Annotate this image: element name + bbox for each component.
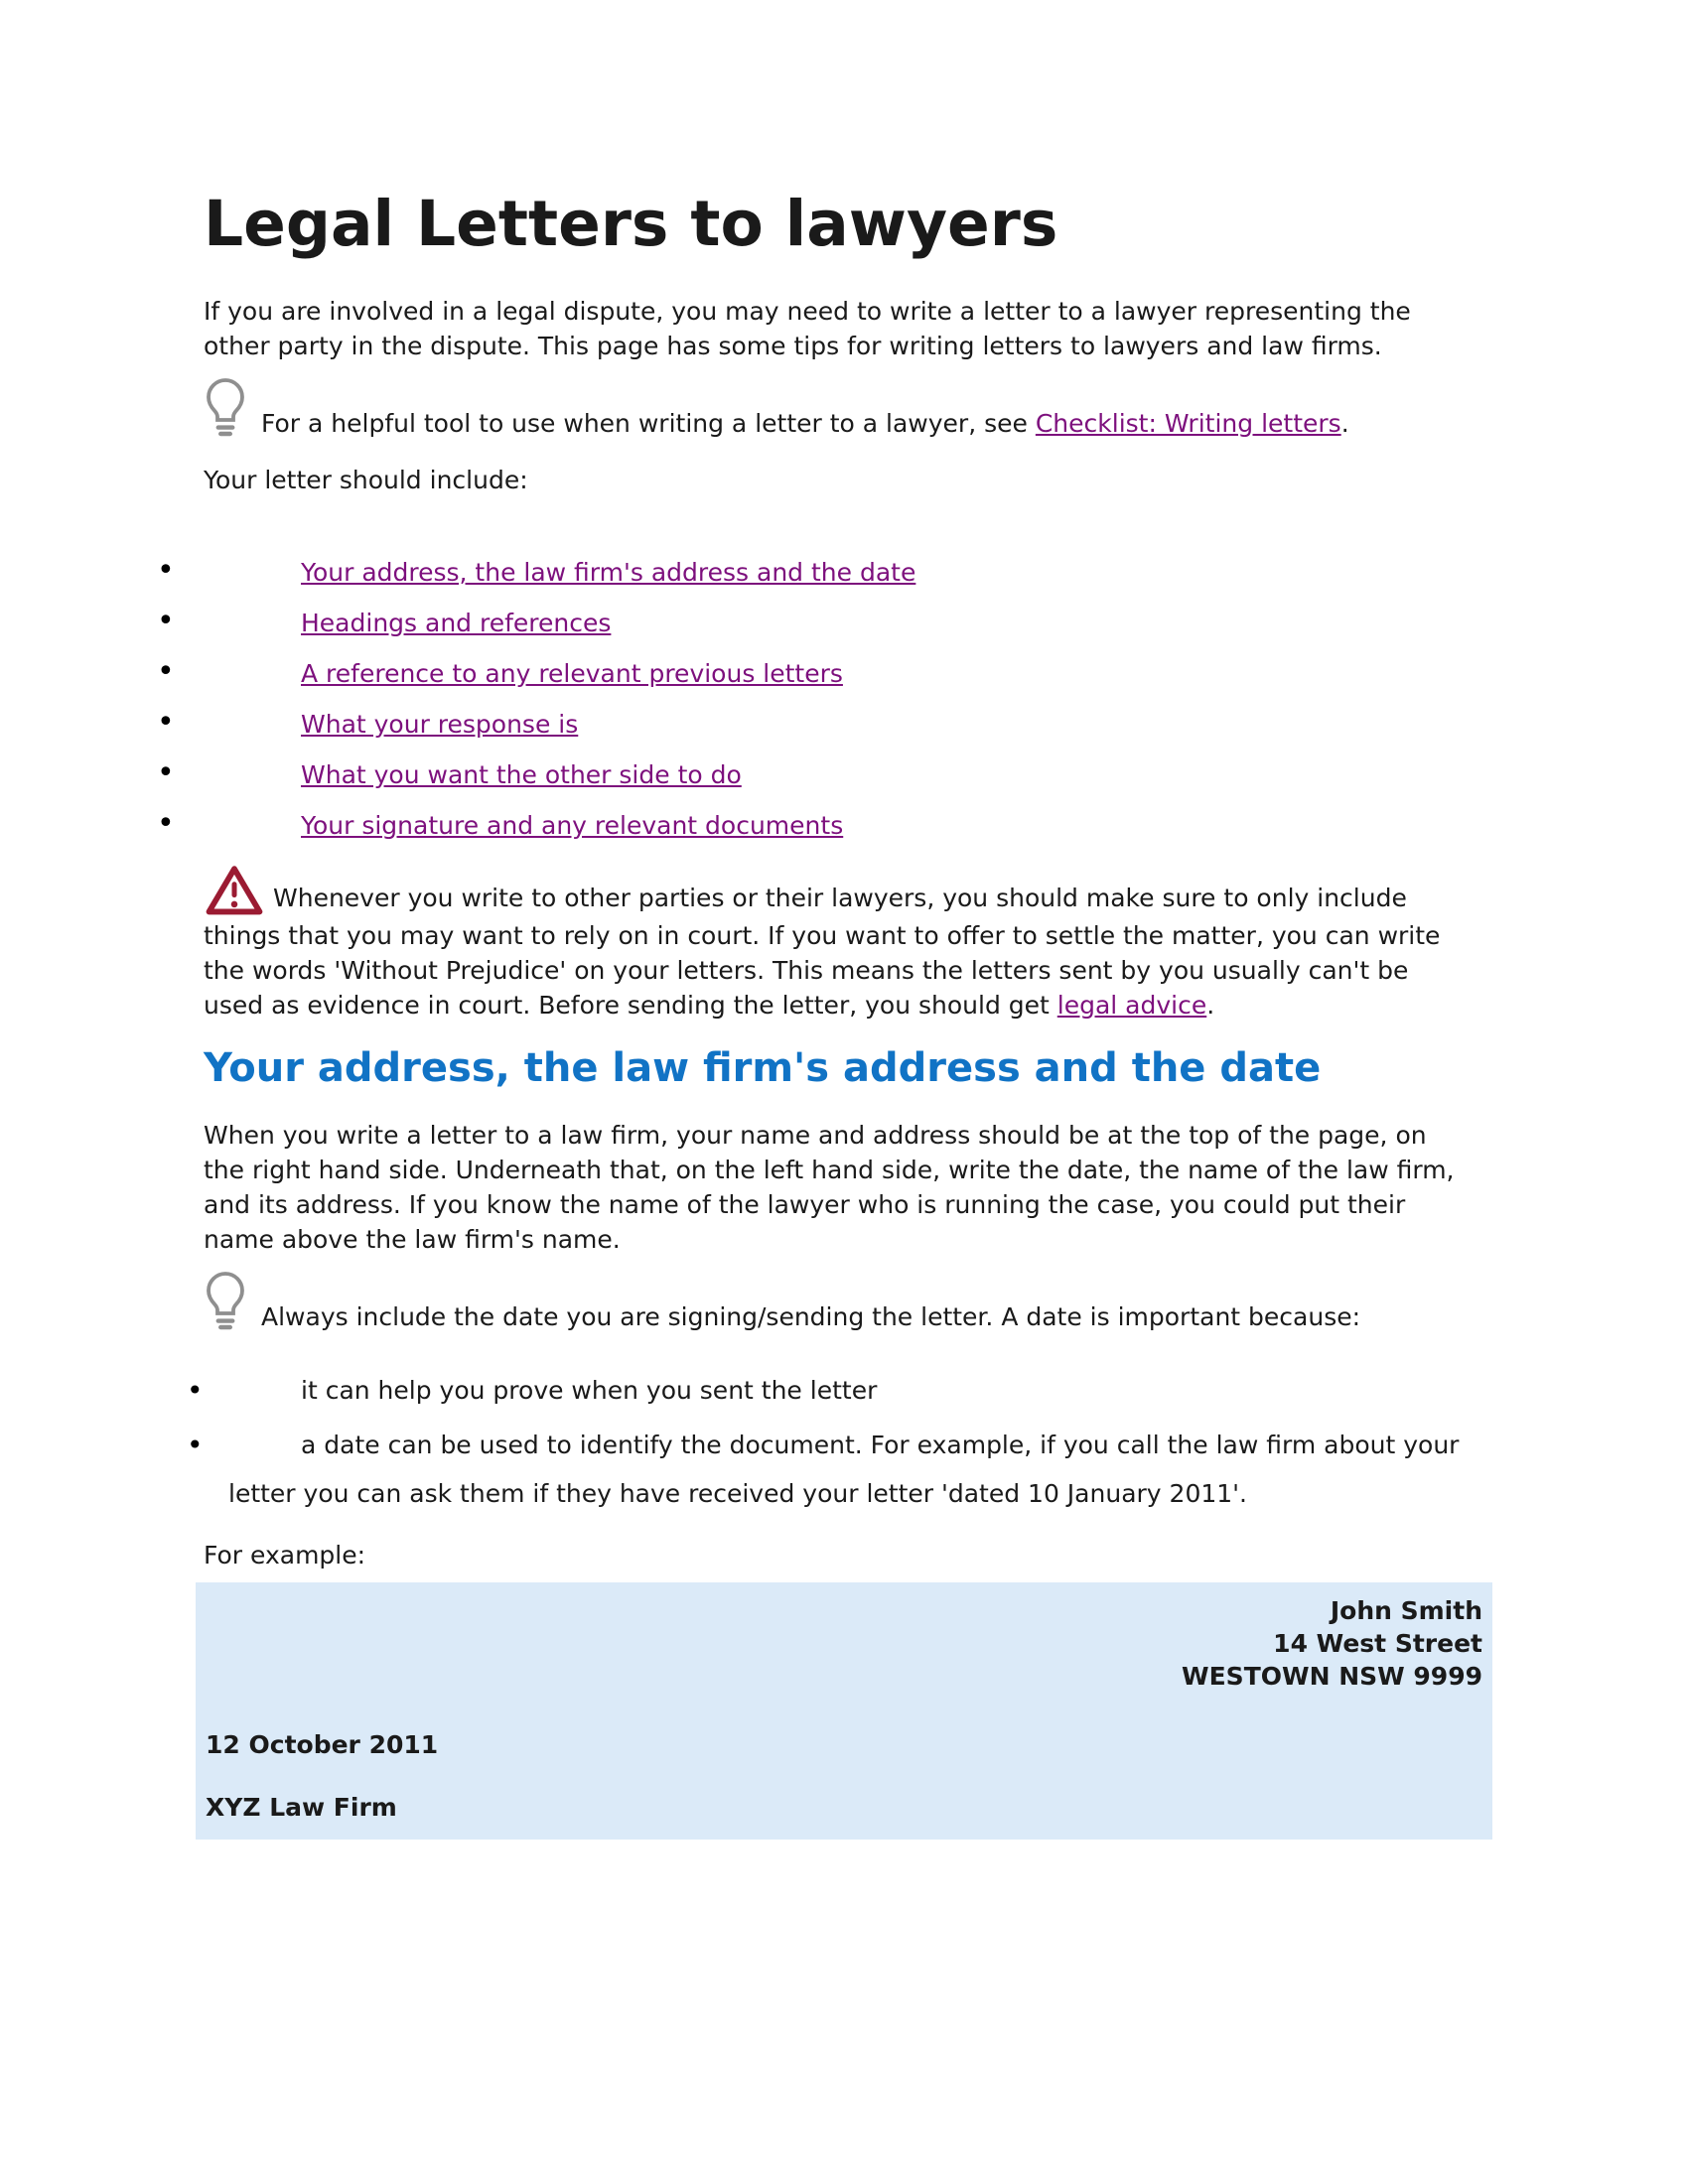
page-title: Legal Letters to lawyers bbox=[204, 188, 1058, 260]
include-label: Your letter should include: bbox=[204, 466, 528, 494]
list-item bbox=[301, 555, 1479, 590]
lightbulb-icon bbox=[204, 377, 247, 443]
your-response-link[interactable]: What your response is bbox=[301, 710, 579, 739]
tip-text-post: . bbox=[1340, 409, 1349, 438]
legal-advice-link[interactable]: legal advice bbox=[1056, 991, 1207, 1020]
list-item bbox=[301, 656, 1479, 691]
date-reasons-list bbox=[228, 1366, 1465, 1518]
tip-date bbox=[204, 1271, 1479, 1336]
letter-contents-list bbox=[301, 555, 1479, 843]
headings-references-link[interactable]: Headings and references bbox=[301, 609, 612, 637]
sender-street: 14 West Street bbox=[1273, 1629, 1482, 1658]
section-body-paragraph: When you write a letter to a law firm, your name and address should be at the top of the page, on the right hand side. Underneath that, on the left hand side, write the date, the name of the law firm, and its address. If you know the name of the lawyer who is running the case, you could put their name above the law firm's name. bbox=[204, 1121, 1455, 1254]
tip-date-text: Always include the date you are signing/sending the letter. A date is important because: bbox=[261, 1302, 1361, 1331]
list-item: • it can help you prove when you sent the letter bbox=[228, 1366, 1465, 1415]
warning-text-post: . bbox=[1206, 991, 1215, 1020]
example-letter-box bbox=[196, 1582, 1492, 1840]
list-item bbox=[301, 707, 1479, 742]
address-date-link[interactable]: Your address, the law firm's address and the date bbox=[301, 558, 916, 587]
previous-letters-link[interactable]: A reference to any relevant previous letters bbox=[301, 659, 843, 688]
sender-address-block bbox=[206, 1594, 1482, 1693]
example-label: For example: bbox=[204, 1541, 366, 1570]
list-item bbox=[301, 808, 1479, 843]
warning-paragraph bbox=[204, 863, 1467, 1023]
letter-date: 12 October 2011 bbox=[206, 1730, 439, 1759]
tip-checklist-text bbox=[261, 406, 1349, 443]
tip-text-pre: For a helpful tool to use when writing a letter to a lawyer, see bbox=[261, 409, 1036, 438]
checklist-writing-letters-link[interactable]: Checklist: Writing letters bbox=[1035, 409, 1341, 438]
section-heading: Your address, the law firm's address and the date bbox=[204, 1045, 1322, 1091]
tip-checklist bbox=[204, 377, 1479, 443]
recipient-firm: XYZ Law Firm bbox=[206, 1793, 397, 1822]
warning-text: Whenever you write to other parties or their lawyers, you should make sure to only include things that you may want to rely on in court. If you want to offer to settle the matter, you can write the words 'Without Prejudice' on your letters. This means the letters sent by you usually can't be used as evidence in court. Before sending the letter, you should get bbox=[204, 884, 1441, 1020]
signature-documents-link[interactable]: Your signature and any relevant documents bbox=[301, 811, 844, 840]
sender-city: WESTOWN NSW 9999 bbox=[1182, 1662, 1482, 1691]
sender-name: John Smith bbox=[1330, 1596, 1482, 1625]
warning-icon bbox=[204, 884, 273, 912]
list-item bbox=[301, 606, 1479, 640]
lightbulb-icon bbox=[204, 1271, 247, 1336]
intro-paragraph: If you are involved in a legal dispute, you may need to write a letter to a lawyer representing the other party in the dispute. This page has some tips for writing letters to lawyers and law firms. bbox=[204, 297, 1411, 360]
other-side-link[interactable]: What you want the other side to do bbox=[301, 760, 742, 789]
list-item bbox=[301, 757, 1479, 792]
list-item: • a date can be used to identify the document. For example, if you call the law firm about your letter you can ask them if they have received your letter 'dated 10 January 2011'. bbox=[228, 1421, 1465, 1518]
